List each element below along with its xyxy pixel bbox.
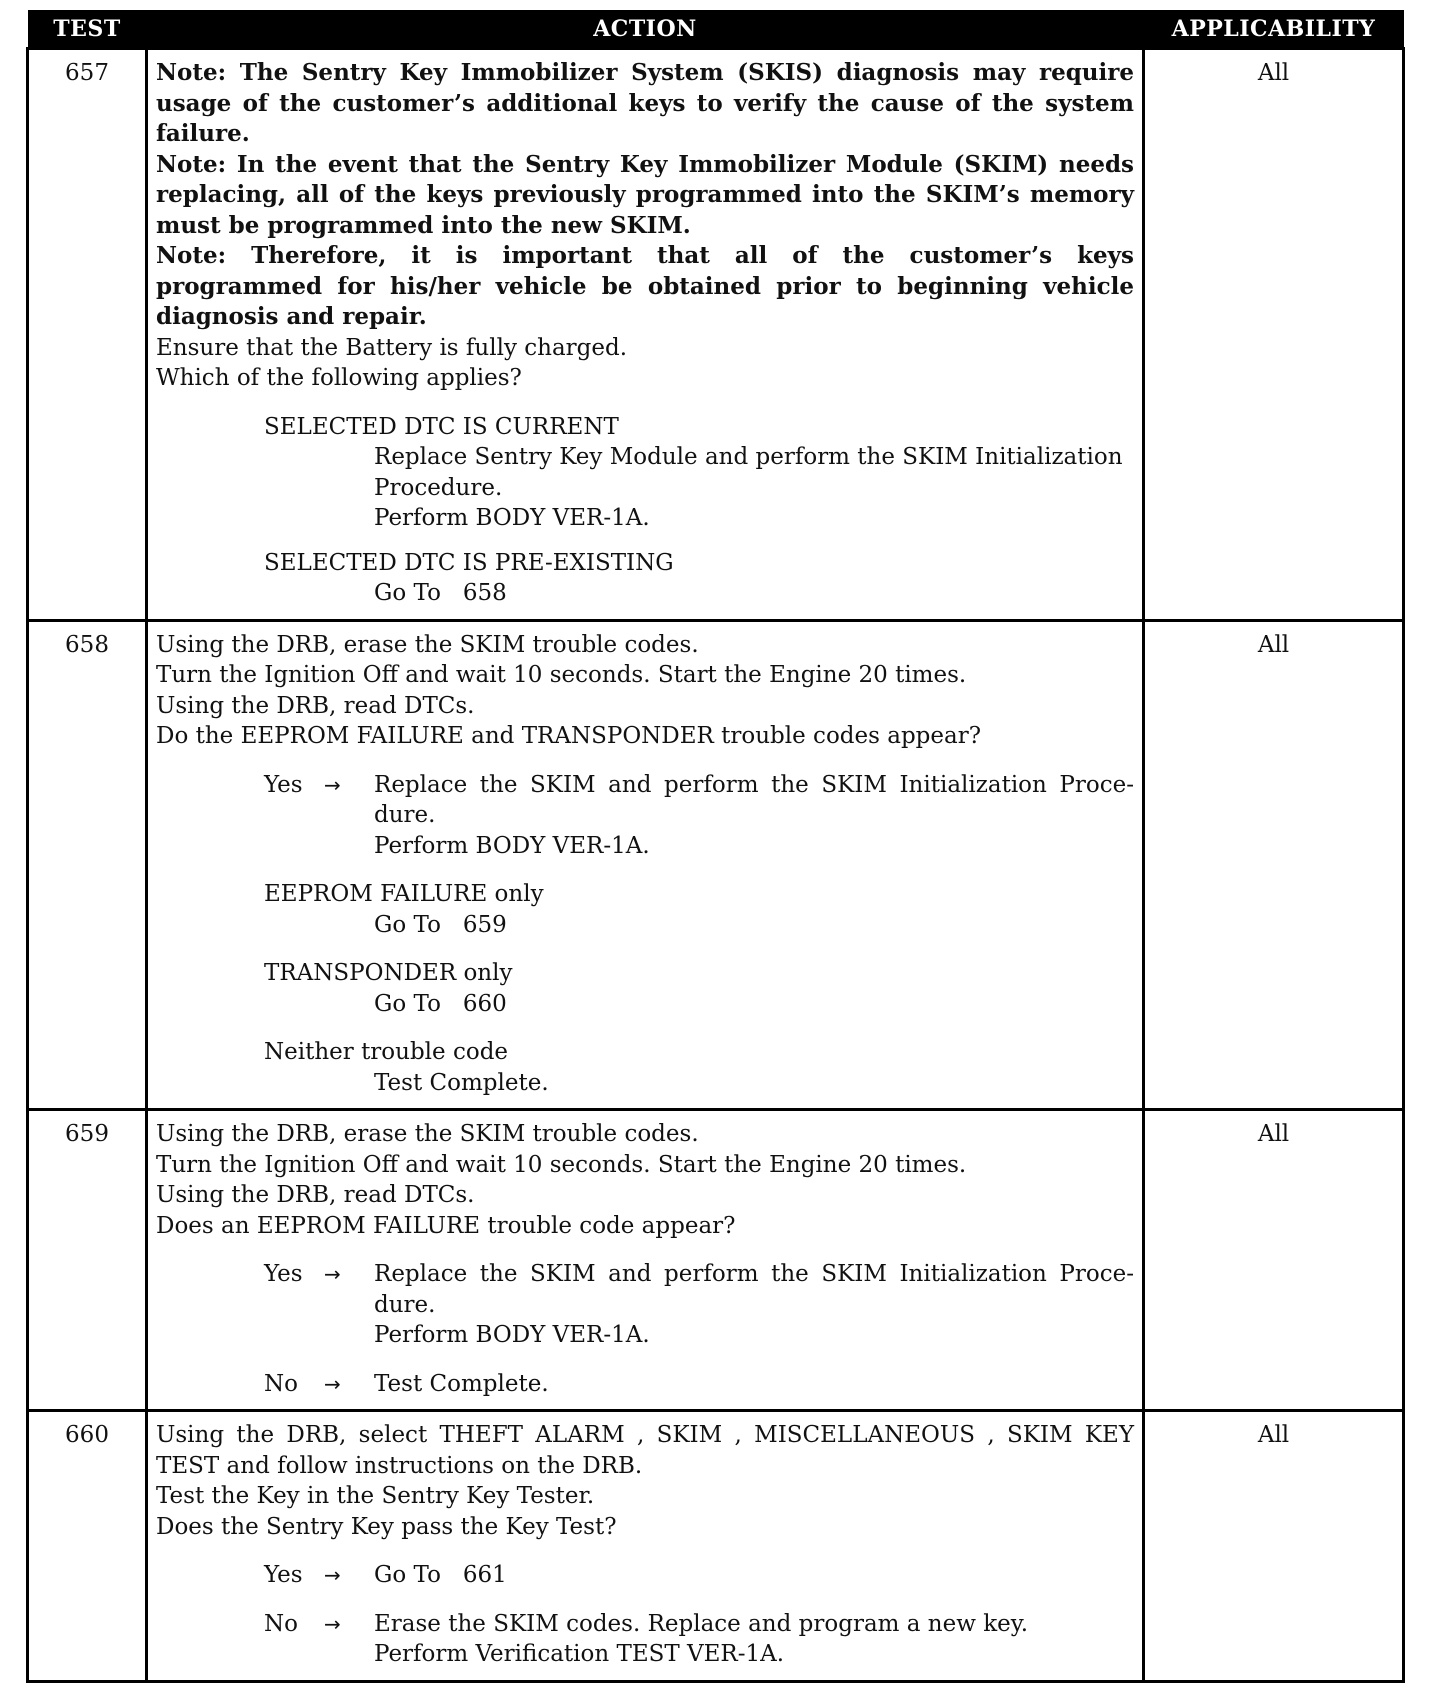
- instruction-line: Does the Sentry Key pass the Key Test?: [156, 1513, 617, 1540]
- yes-outcome: [156, 1259, 1134, 1351]
- outcome-body: Test Complete.: [374, 1370, 549, 1397]
- outcome-head: TRANSPONDER only: [264, 960, 513, 986]
- action-cell: [147, 49, 1144, 621]
- diagnostic-page: [26, 10, 1402, 1683]
- outcome-head: Neither trouble code: [264, 1039, 509, 1065]
- test-number: 660: [28, 1411, 147, 1682]
- goto-link: Go To 658: [374, 580, 507, 606]
- goto-link: Go To 660: [374, 990, 507, 1017]
- action-cell: [147, 1110, 1144, 1411]
- goto-link: Go To 661: [374, 1562, 507, 1588]
- test-number: 659: [28, 1110, 147, 1411]
- instruction-line: Using the DRB, select THEFT ALARM , SKIM , MISCELLANEOUS , SKIM KEY TEST and follow instructions on the DRB.: [156, 1422, 1134, 1479]
- outcome-body: Perform BODY VER-1A.: [374, 832, 650, 859]
- instruction-line: Using the DRB, erase the SKIM trouble codes.: [156, 1121, 699, 1147]
- table-row: [28, 1110, 1404, 1411]
- yes-label: Yes: [264, 1562, 303, 1588]
- note-text: Note: Therefore, it is important that all of the customer’s keys programmed for his/her vehicle be obtained prior to beginning vehicle diagnosis and repair.: [156, 242, 1134, 330]
- outcome-body: Replace the SKIM and perform the SKIM Initialization Proce-dure.: [374, 771, 1134, 828]
- applicability-cell: All: [1144, 620, 1404, 1110]
- header-test: TEST: [28, 10, 147, 49]
- outcome: [156, 548, 1134, 609]
- outcome-body: Test Complete.: [374, 1069, 549, 1096]
- yes-label: Yes: [264, 771, 303, 798]
- outcome-body: Replace Sentry Key Module and perform the SKIM Initialization Procedure.: [374, 444, 1123, 501]
- outcome-body: Perform BODY VER-1A.: [374, 1322, 650, 1348]
- yes-label: Yes: [264, 1261, 303, 1287]
- test-number: 657: [28, 49, 147, 621]
- instruction-line: Which of the following applies?: [156, 365, 522, 391]
- table-header: [28, 10, 1404, 49]
- outcome-body: Perform BODY VER-1A.: [374, 505, 650, 531]
- arrow-right-icon: →: [324, 1262, 341, 1286]
- header-applicability: APPLICABILITY: [1144, 10, 1404, 49]
- applicability-cell: All: [1144, 49, 1404, 621]
- instruction-line: Turn the Ignition Off and wait 10 seconds. Start the Engine 20 times.: [156, 1151, 967, 1178]
- instruction-line: Using the DRB, read DTCs.: [156, 1182, 475, 1208]
- arrow-right-icon: →: [324, 1563, 341, 1587]
- header-action: ACTION: [147, 10, 1144, 49]
- yes-outcome: [156, 770, 1134, 862]
- table-row: [28, 49, 1404, 621]
- outcome-body: Perform Verification TEST VER-1A.: [374, 1641, 785, 1667]
- outcome: [156, 958, 1134, 1019]
- outcome-body: Erase the SKIM codes. Replace and program a new key.: [374, 1610, 1029, 1637]
- goto-link: Go To 659: [374, 911, 507, 938]
- no-label: No: [264, 1370, 298, 1397]
- outcome: [156, 1037, 1134, 1098]
- action-cell: [147, 1411, 1144, 1682]
- instruction-line: Test the Key in the Sentry Key Tester.: [156, 1483, 595, 1509]
- instruction-line: Do the EEPROM FAILURE and TRANSPONDER trouble codes appear?: [156, 723, 982, 749]
- note-text: Note: The Sentry Key Immobilizer System (SKIS) diagnosis may require usage of the customer’s additional keys to verify the cause of the system failure.: [156, 59, 1134, 147]
- no-outcome: [156, 1369, 1134, 1400]
- diagnostic-table: [26, 10, 1405, 1683]
- arrow-right-icon: →: [324, 1371, 341, 1396]
- test-number: 658: [28, 620, 147, 1110]
- note-text: Note: In the event that the Sentry Key Immobilizer Module (SKIM) needs replacing, all of the keys previously programmed into the SKIM’s memory must be programmed into the new SKIM.: [156, 150, 1134, 239]
- arrow-right-icon: →: [324, 1611, 341, 1636]
- applicability-cell: All: [1144, 1110, 1404, 1411]
- outcome-head: SELECTED DTC IS PRE-EXISTING: [264, 549, 674, 576]
- instruction-line: Ensure that the Battery is fully charged.: [156, 334, 628, 361]
- instruction-line: Turn the Ignition Off and wait 10 seconds. Start the Engine 20 times.: [156, 662, 967, 688]
- no-outcome: [156, 1609, 1134, 1670]
- outcome: [156, 879, 1134, 940]
- instruction-line: Using the DRB, erase the SKIM trouble codes.: [156, 631, 699, 658]
- instruction-line: Using the DRB, read DTCs.: [156, 692, 475, 719]
- action-cell: [147, 620, 1144, 1110]
- outcome: [156, 412, 1134, 534]
- arrow-right-icon: →: [324, 772, 341, 797]
- table-row: [28, 620, 1404, 1110]
- yes-outcome: [156, 1560, 1134, 1591]
- no-label: No: [264, 1610, 298, 1637]
- outcome-head: SELECTED DTC IS CURRENT: [264, 413, 619, 440]
- applicability-cell: All: [1144, 1411, 1404, 1682]
- instruction-line: Does an EEPROM FAILURE trouble code appear?: [156, 1212, 736, 1239]
- table-row: [28, 1411, 1404, 1682]
- outcome-head: EEPROM FAILURE only: [264, 881, 544, 907]
- outcome-body: Replace the SKIM and perform the SKIM Initialization Proce-dure.: [374, 1261, 1134, 1318]
